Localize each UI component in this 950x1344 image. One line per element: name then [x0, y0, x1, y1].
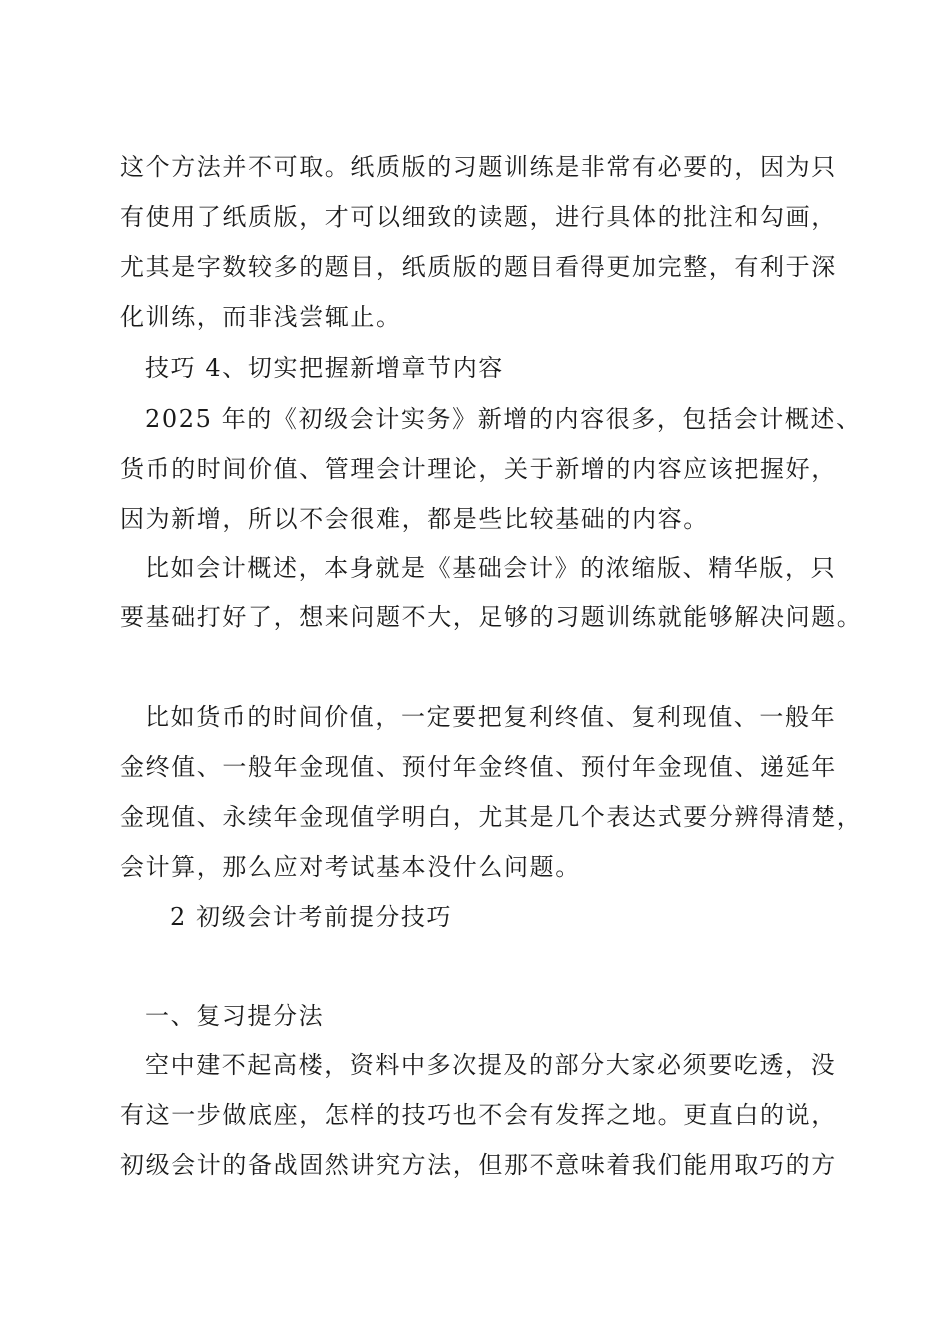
paragraph-line: 有这一步做底座，怎样的技巧也不会有发挥之地。更直白的说， [120, 1101, 837, 1129]
paragraph-line: 货币的时间价值、管理会计理论，关于新增的内容应该把握好， [120, 455, 837, 483]
section-heading: 2 初级会计考前提分技巧 [170, 903, 453, 931]
paragraph-line: 因为新增，所以不会很难，都是些比较基础的内容。 [120, 505, 709, 533]
paragraph-line: 要基础打好了，想来问题不大，足够的习题训练就能够解决问题。 [120, 603, 863, 631]
paragraph-line: 初级会计的备战固然讲究方法，但那不意味着我们能用取巧的方 [120, 1151, 837, 1179]
paragraph-line: 比如会计概述，本身就是《基础会计》的浓缩版、精华版，只 [145, 554, 837, 582]
paragraph-line: 金现值、永续年金现值学明白，尤其是几个表达式要分辨得清楚， [120, 803, 863, 831]
paragraph-line: 2025 年的《初级会计实务》新增的内容很多，包括会计概述、 [145, 405, 862, 433]
paragraph-line: 有使用了纸质版，才可以细致的读题，进行具体的批注和勾画， [120, 203, 837, 231]
paragraph-line: 空中建不起高楼，资料中多次提及的部分大家必须要吃透，没 [145, 1051, 837, 1079]
paragraph-line: 化训练，而非浅尝辄止。 [120, 303, 402, 331]
paragraph-line: 会计算，那么应对考试基本没什么问题。 [120, 853, 581, 881]
paragraph-line: 这个方法并不可取。纸质版的习题训练是非常有必要的，因为只 [120, 153, 837, 181]
paragraph-line: 比如货币的时间价值，一定要把复利终值、复利现值、一般年 [145, 703, 837, 731]
section-heading: 技巧 4、切实把握新增章节内容 [145, 354, 504, 382]
paragraph-line: 金终值、一般年金现值、预付年金终值、预付年金现值、递延年 [120, 753, 837, 781]
paragraph-line: 尤其是字数较多的题目，纸质版的题目看得更加完整，有利于深 [120, 253, 837, 281]
section-heading: 一、复习提分法 [145, 1002, 325, 1030]
